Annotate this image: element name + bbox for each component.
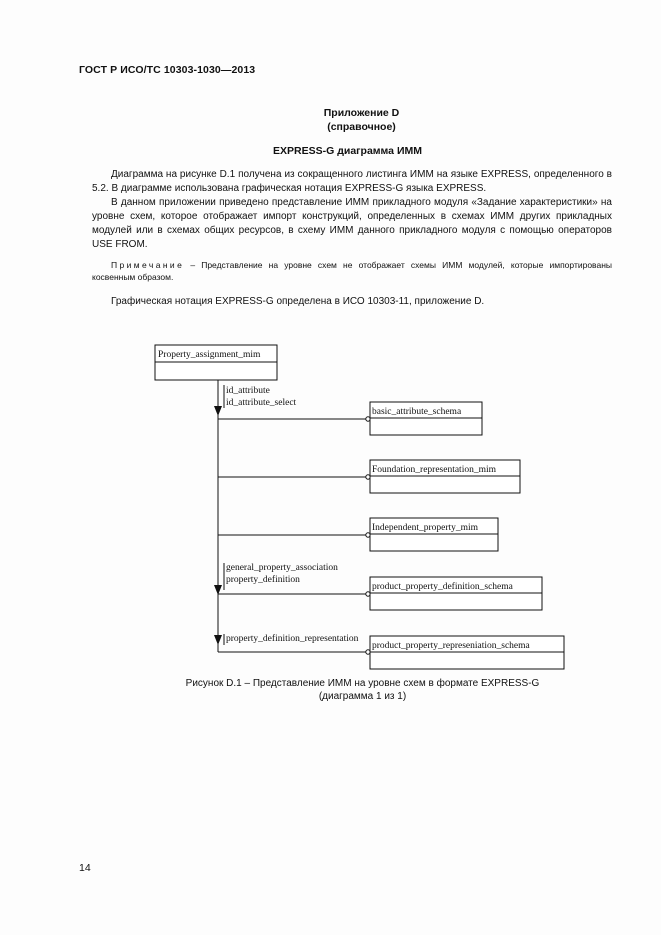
link-label-id-attribute: id_attribute: [226, 386, 270, 396]
source-schema-label: Property_assignment_mim: [158, 350, 261, 360]
annex-title: Приложение D: [323, 107, 400, 119]
note-text: – Представление на уровне схем не отображает схемы ИММ модулей, которые импортированы косвенным образом.: [92, 260, 612, 282]
arrow-head-1: [214, 406, 222, 416]
link-label-property-definition: property_definition: [226, 575, 300, 585]
caption-line-2: (диаграмма 1 из 1): [318, 691, 407, 702]
target-label-4: product_property_definition_schema: [372, 582, 513, 592]
paragraph-3: Графическая нотация EXPRESS-G определена в ИСО 10303-11, приложение D.: [111, 296, 485, 307]
paragraph-2-text: В данном приложении приведено представление ИММ прикладного модуля «Задание характеристики» на уровне схем, которое отображает импорт конструкций, определенных в схемах ИММ других прикладных модулей или в схемах общих ресурсов, в схему ИММ данного прикладного модуля с помощью операторов USE FROM.: [92, 197, 612, 250]
note-label: Примечание: [111, 260, 185, 270]
paragraph-1-text: Диаграмма на рисунке D.1 получена из сокращенного листинга ИММ на языке EXPRESS, определенного в 5.2. В диаграмме использована графическая нотация EXPRESS-G языка EXPRESS.: [92, 169, 612, 194]
link-label-property-definition-representation: property_definition_representation: [226, 634, 359, 644]
arrow-head-3: [214, 635, 222, 645]
target-label-3: Independent_property_mim: [372, 523, 479, 533]
figure-caption: [0, 677, 661, 703]
section-heading: EXPRESS-G диаграмма ИММ: [273, 145, 422, 157]
caption-line-1: Рисунок D.1 – Представление ИММ на уровне схем в формате EXPRESS-G: [185, 678, 540, 689]
page-number: 14: [79, 862, 91, 874]
link-label-general-property-association: general_property_association: [226, 563, 338, 573]
target-label-1: basic_attribute_schema: [372, 407, 462, 417]
annex-status: (справочное): [327, 121, 396, 133]
target-label-5: product_property_represeniation_schema: [372, 641, 530, 651]
target-label-2: Foundation_representation_mim: [372, 465, 497, 475]
link-label-id-attribute-select: id_attribute_select: [226, 398, 297, 408]
document-header: ГОСТ Р ИСО/ТС 10303-1030—2013: [79, 64, 256, 76]
